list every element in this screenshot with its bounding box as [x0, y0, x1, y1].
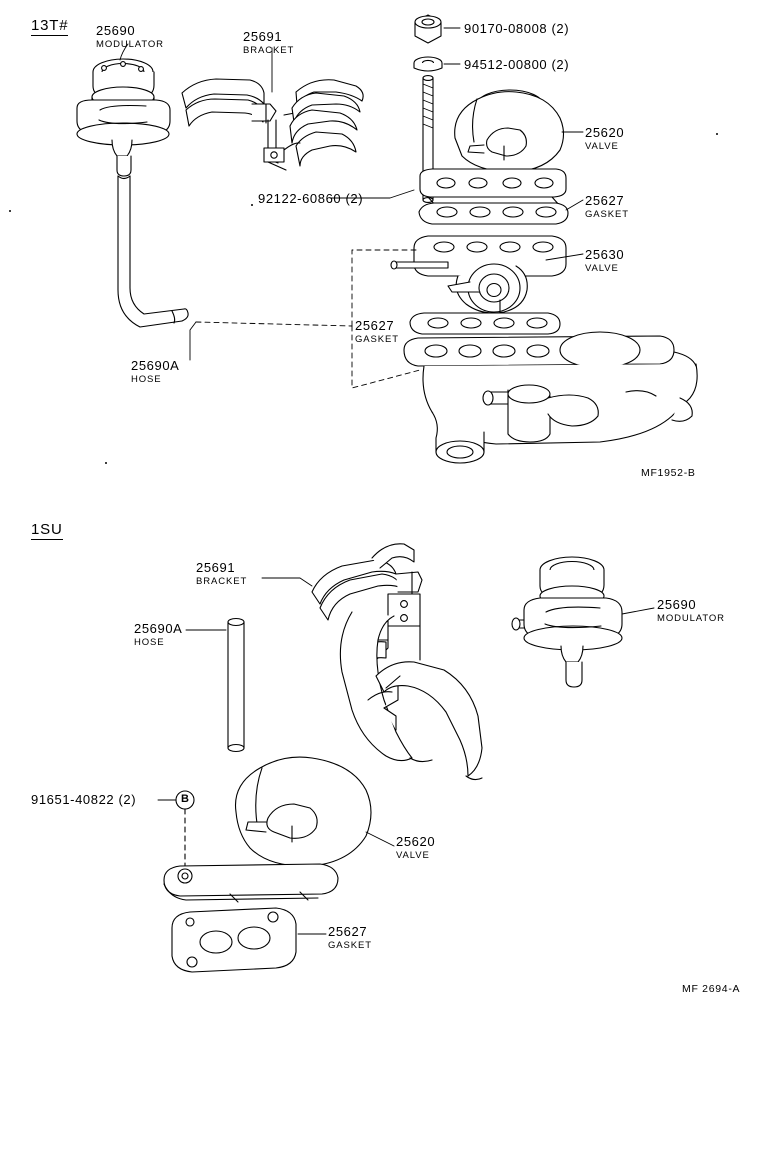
label-sub: GASKET: [328, 940, 372, 951]
label-25620-valve-upper: [585, 126, 624, 153]
label-number: 25690A: [131, 358, 180, 373]
label-number: 25627: [355, 318, 395, 333]
label-number: 25691: [243, 29, 283, 44]
label-number: 25620: [396, 834, 436, 849]
label-94512-washer: [464, 58, 569, 71]
lower-gasket-part: [172, 908, 296, 972]
label-number: 25690: [657, 597, 697, 612]
label-number: 92122-60860 (2): [258, 191, 364, 206]
label-25627-gasket-lower: [328, 925, 372, 952]
label-25630-valve-upper: [585, 248, 624, 275]
upper-bracket-part: [182, 79, 363, 170]
label-25627-gasket-upper-top: [585, 194, 629, 221]
label-91651-bolt: [31, 793, 136, 806]
upper-modulator-part: [77, 59, 170, 176]
label-25690-modulator-lower: [657, 598, 725, 625]
label-number: 94512-00800 (2): [464, 57, 570, 72]
intake-manifold-part: [404, 332, 697, 463]
label-number: 25690: [96, 23, 136, 38]
label-90170-nut: [464, 22, 569, 35]
figure-code-lower: MF 2694-A: [682, 983, 741, 995]
label-number: 25630: [585, 247, 625, 262]
label-number: 25620: [585, 125, 625, 140]
upper-valve-25620-part: [420, 90, 566, 206]
upper-hose-part: [118, 176, 188, 327]
label-number: 91651-40822 (2): [31, 792, 137, 807]
lower-bracket-part: [312, 544, 482, 780]
label-sub: VALVE: [396, 850, 430, 861]
label-number: 25691: [196, 560, 236, 575]
speck: [105, 462, 107, 464]
label-sub: BRACKET: [196, 576, 248, 587]
label-number: 90170-08008 (2): [464, 21, 570, 36]
section-title-lower: 1SU: [31, 521, 63, 538]
speck: [9, 210, 11, 212]
label-sub: MODULATOR: [657, 613, 725, 624]
upper-gasket-mid-part: [410, 313, 560, 334]
label-25691-bracket-upper: [243, 30, 294, 57]
label-number: 25627: [585, 193, 625, 208]
label-25620-valve-lower: [396, 835, 435, 862]
label-sub: GASKET: [585, 209, 629, 220]
section-title-upper: 13T#: [31, 17, 69, 34]
label-sub: GASKET: [355, 334, 399, 345]
lower-hose-part: [228, 619, 244, 752]
upper-nut-part: [415, 15, 441, 43]
label-sub: HOSE: [134, 637, 165, 648]
upper-washer-part: [414, 57, 442, 71]
label-sub: VALVE: [585, 263, 619, 274]
upper-gasket-top-part: [419, 203, 568, 224]
label-25627-gasket-upper-mid: [355, 319, 399, 346]
label-sub: HOSE: [131, 374, 162, 385]
label-25690a-hose-lower: [134, 622, 182, 649]
label-number: 25690A: [134, 621, 183, 636]
figure-code-upper: MF1952-B: [641, 467, 696, 479]
label-number: 25627: [328, 924, 368, 939]
label-sub: MODULATOR: [96, 39, 164, 50]
label-25690a-hose-upper: [131, 359, 179, 386]
label-92122-stud: [258, 192, 363, 205]
label-sub: BRACKET: [243, 45, 295, 56]
label-sub: VALVE: [585, 141, 619, 152]
label-92122-bullet: [251, 204, 253, 206]
label-25690-modulator-upper: [96, 24, 164, 51]
upper-valve-25630-part: [391, 236, 566, 313]
label-25691-bracket-lower: [196, 561, 247, 588]
bolt-marker-letter: B: [181, 793, 190, 805]
lower-valve-part: [164, 757, 371, 902]
lower-modulator-part: [512, 557, 622, 687]
speck: [716, 133, 718, 135]
